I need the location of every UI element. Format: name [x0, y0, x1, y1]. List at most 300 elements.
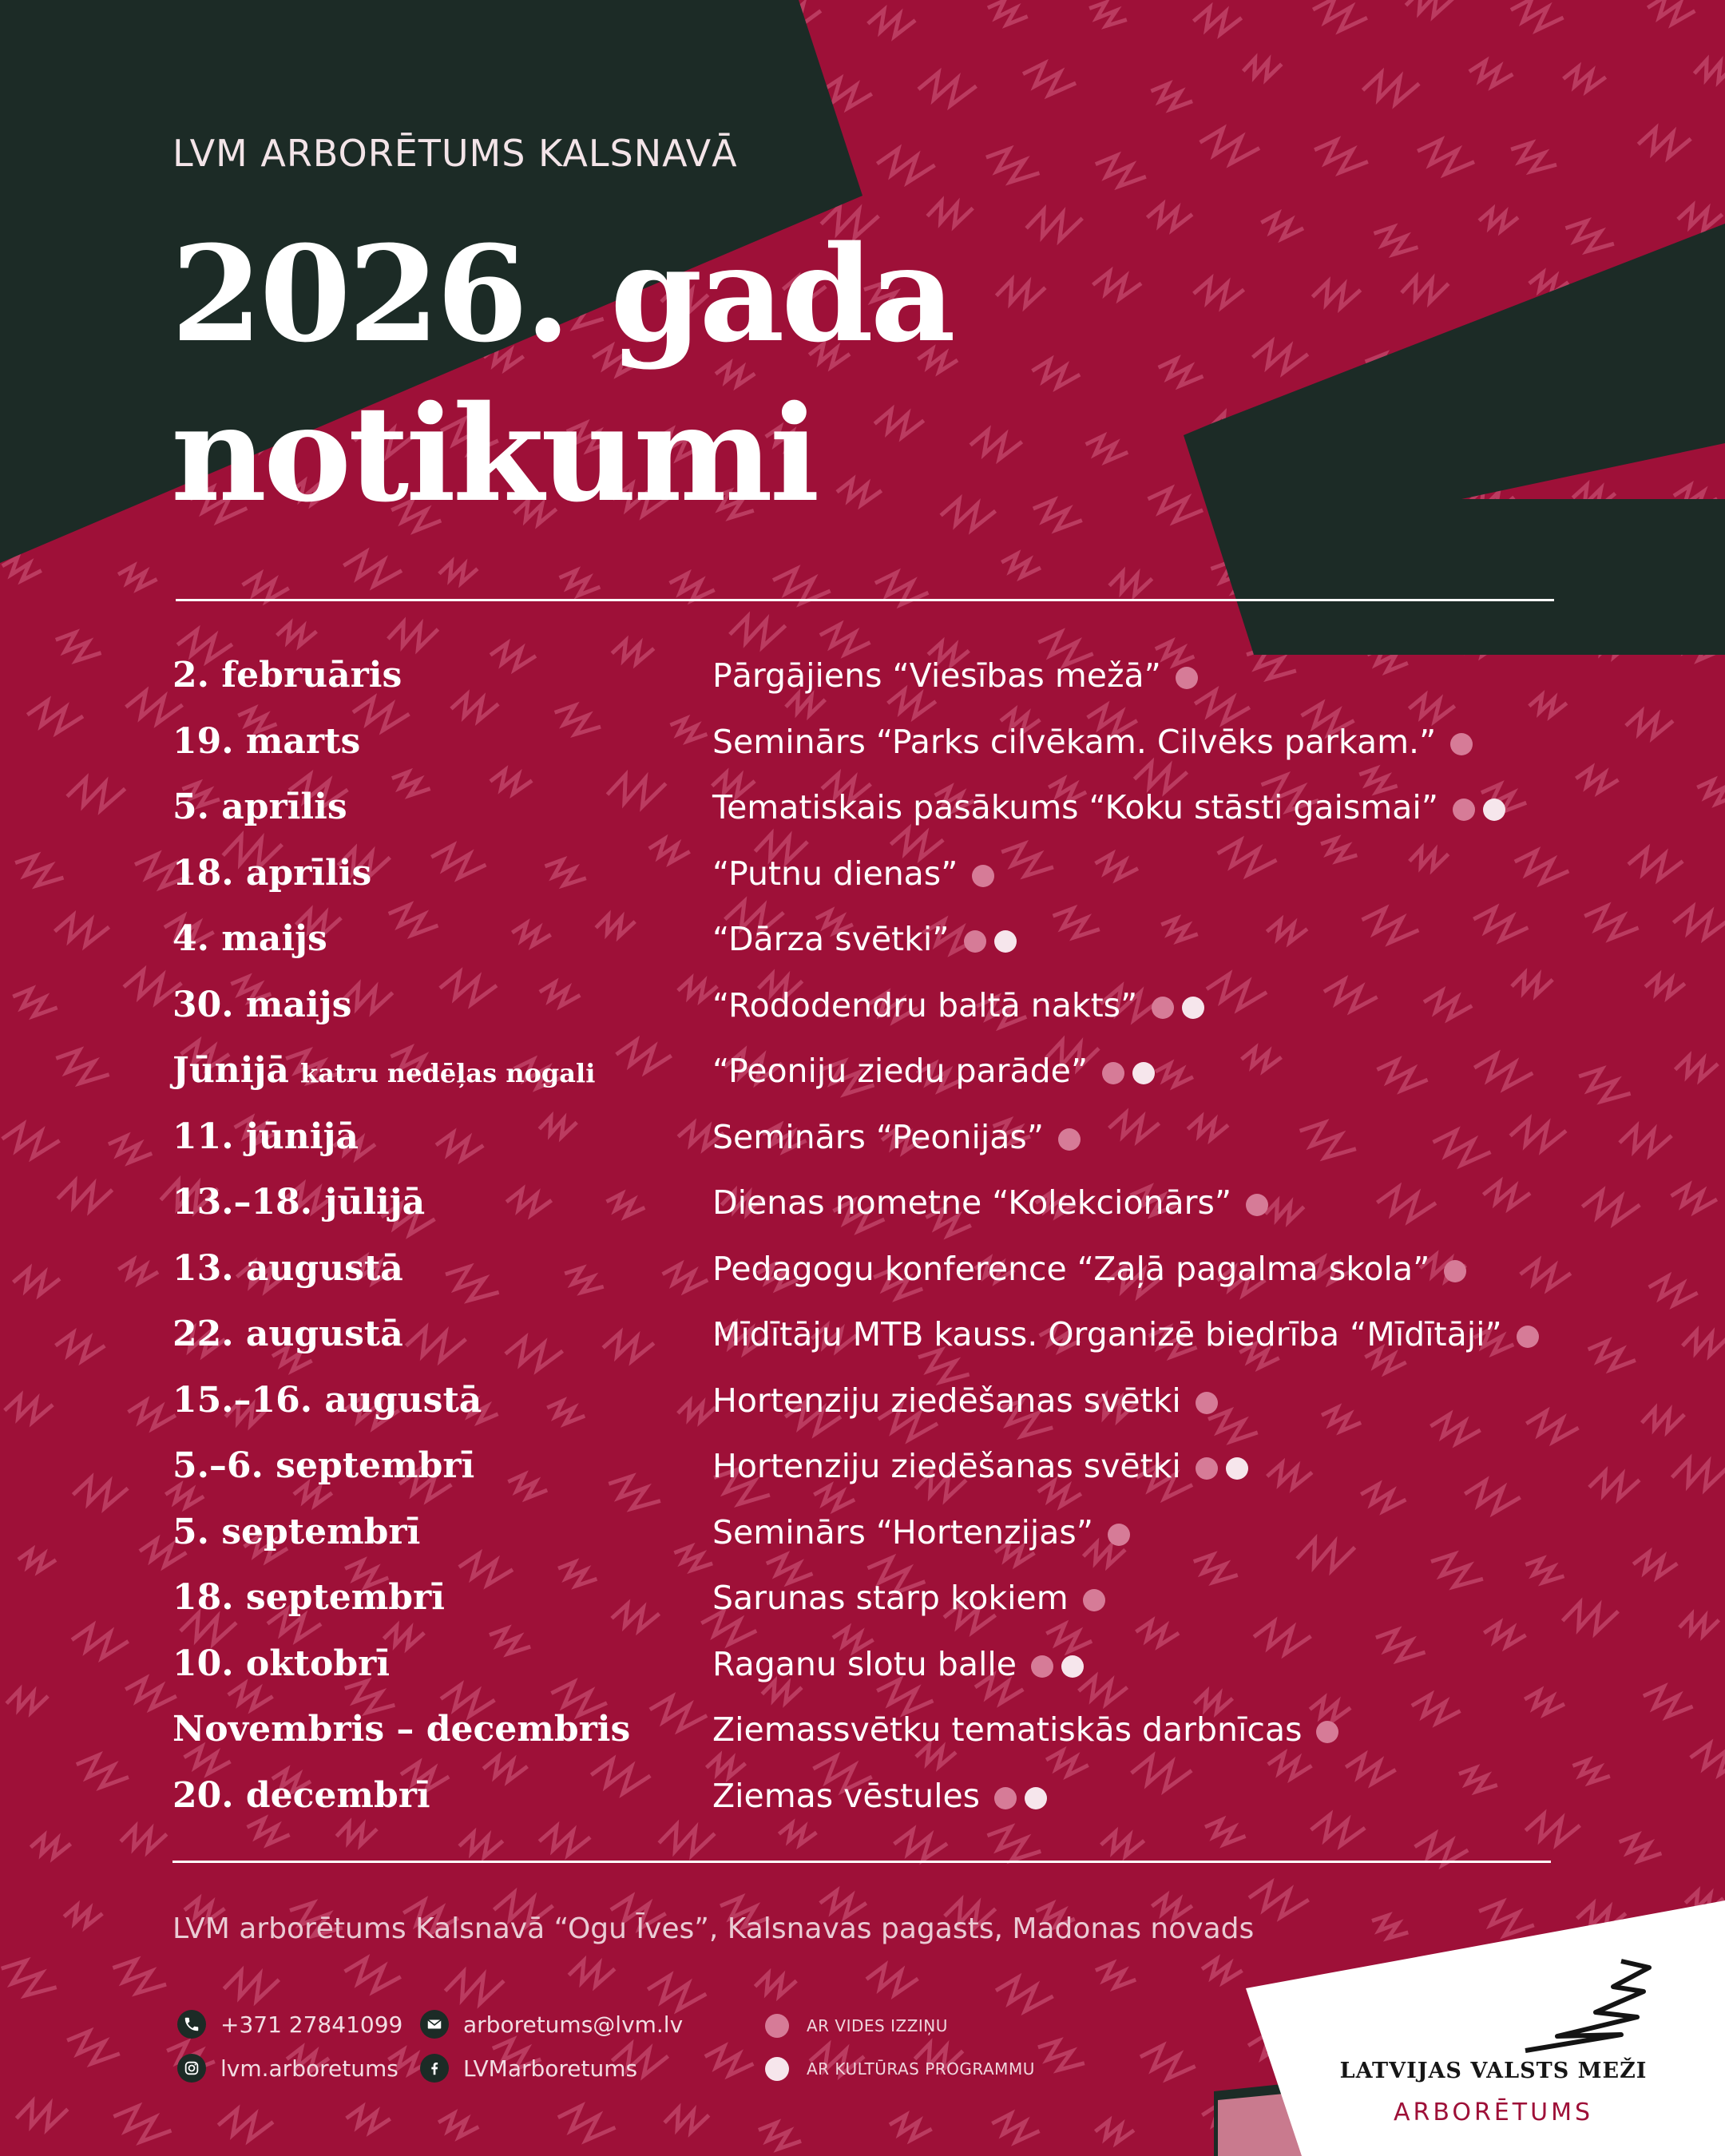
event-name-text: Pārgājiens “Viesības mežā”: [712, 656, 1161, 695]
event-name-text: “Peoniju ziedu parāde”: [712, 1052, 1089, 1090]
event-date: [172, 1380, 482, 1421]
zigzag-mark: [1186, 1112, 1230, 1143]
zigzag-mark: [985, 0, 1029, 27]
zigzag-mark: [995, 1977, 1053, 2012]
zigzag-mark: [506, 1187, 553, 1218]
event-date: [172, 1445, 474, 1486]
zigzag-mark: [243, 574, 289, 601]
culture-marker-dot: [994, 930, 1017, 953]
logo-name: LATVIJAS VALSTS MEŽI: [1339, 2059, 1648, 2083]
zigzag-mark: [1587, 1464, 1643, 1504]
event-name: [712, 1118, 1081, 1156]
zigzag-mark: [1001, 553, 1041, 578]
zigzag-mark: [128, 1401, 175, 1429]
zigzag-mark: [982, 145, 1043, 188]
zigzag-mark: [1403, 0, 1456, 22]
nature-marker-dot: [1316, 1721, 1338, 1743]
nature-marker-dot: [1246, 1194, 1268, 1216]
zigzag-mark: [1431, 1128, 1493, 1168]
event-date: [172, 1709, 630, 1750]
zigzag-mark: [14, 2094, 71, 2136]
event-name-text: “Rododendru baltā nakts”: [712, 986, 1138, 1024]
logo-subtitle: ARBORĒTUMS: [1393, 2099, 1594, 2126]
event-date: [172, 1512, 420, 1552]
nature-marker-dot: [964, 930, 986, 953]
zigzag-mark: [661, 1263, 708, 1293]
zigzag-mark: [873, 570, 930, 608]
phone-icon: [177, 2010, 206, 2039]
zigzag-mark: [55, 1173, 116, 1217]
nature-marker-dot: [1444, 1260, 1466, 1282]
zigzag-mark: [877, 147, 936, 183]
zigzag-mark: [1266, 1459, 1315, 1492]
zigzag-mark: [441, 1262, 503, 1307]
nature-marker-dot: [1102, 1062, 1124, 1084]
zigzag-mark: [344, 1958, 401, 1992]
zigzag-mark: [1086, 0, 1129, 30]
zigzag-mark: [1130, 1752, 1194, 1793]
zigzag-mark: [1372, 1626, 1429, 1667]
zigzag-mark: [1528, 692, 1568, 719]
zigzag-mark: [65, 771, 129, 816]
zigzag-mark: [1092, 152, 1148, 190]
phone-contact[interactable]: [177, 2010, 402, 2039]
zigzag-mark: [1360, 906, 1421, 946]
zigzag-mark: [1644, 971, 1686, 1000]
zigzag-mark: [1484, 1622, 1526, 1647]
nature-marker-dot: [1196, 1392, 1218, 1414]
zigzag-mark: [1671, 1185, 1716, 1212]
event-name-text: Hortenziju ziedēšanas svētki: [712, 1447, 1181, 1485]
zigzag-mark: [486, 1625, 533, 1659]
legend-nature-label: AR VIDES IZZIŅU: [807, 2016, 948, 2035]
zigzag-mark: [704, 2045, 755, 2078]
zigzag-mark: [672, 1544, 715, 1574]
zigzag-mark: [1523, 1556, 1567, 1587]
zigzag-mark: [1346, 1754, 1396, 1785]
zigzag-mark: [125, 1677, 177, 1710]
event-date-text: 5. aprīlis: [172, 787, 347, 827]
culture-marker-dot: [1061, 1655, 1084, 1678]
instagram-contact[interactable]: [177, 2054, 399, 2083]
mail-icon: [420, 2010, 449, 2039]
nature-marker-dot: [1108, 1524, 1130, 1546]
zigzag-mark: [70, 1472, 130, 1513]
zigzag-mark: [1641, 1684, 1695, 1720]
zigzag-mark: [1407, 842, 1451, 874]
zigzag-mark: [118, 1259, 158, 1282]
zigzag-mark: [1526, 1411, 1579, 1442]
zigzag-mark: [1093, 1960, 1138, 1991]
zigzag-mark: [490, 642, 536, 671]
zigzag-mark: [1049, 905, 1102, 942]
zigzag-mark: [10, 986, 60, 1021]
zigzag-mark: [1469, 61, 1513, 86]
zigzag-mark: [727, 608, 789, 653]
zigzag-mark: [605, 1192, 646, 1218]
zigzag-mark: [668, 716, 709, 745]
zigzag-mark: [648, 1976, 706, 2011]
zigzag-mark: [1192, 3, 1243, 38]
nature-marker-dot: [1083, 1589, 1105, 1611]
zigzag-mark: [1023, 201, 1086, 248]
event-date-text: 13. augustā: [172, 1248, 403, 1289]
zigzag-mark: [1576, 767, 1619, 793]
zigzag-mark: [1136, 1620, 1180, 1647]
zigzag-mark: [1524, 1809, 1583, 1849]
zigzag-mark: [2, 1390, 55, 1427]
zigzag-mark: [1267, 1752, 1312, 1779]
zigzag-mark: [1424, 990, 1472, 1019]
zigzag-mark: [1474, 1054, 1533, 1090]
zigzag-mark: [551, 701, 604, 739]
zigzag-mark: [1668, 1450, 1725, 1496]
zigzag-mark: [1295, 1117, 1361, 1164]
zigzag-mark: [4, 1683, 50, 1718]
zigzag-mark: [1509, 0, 1564, 32]
zigzag-mark: [1430, 1414, 1481, 1444]
zigzag-mark: [1636, 123, 1694, 162]
legend-culture-label: AR KULTŪRAS PROGRAMMU: [807, 2059, 1035, 2079]
zigzag-mark: [1139, 2043, 1197, 2082]
zigzag-mark: [993, 272, 1049, 312]
event-name-text: Raganu slotu balle: [712, 1645, 1017, 1683]
zigzag-mark: [778, 1821, 818, 1846]
zigzag-mark: [566, 1955, 617, 1991]
zigzag-mark: [1033, 2036, 1088, 2076]
zigzag-mark: [1021, 61, 1078, 98]
event-name: [712, 1447, 1248, 1485]
zigzag-mark: [1616, 1832, 1664, 1865]
zigzag-mark: [542, 856, 589, 890]
event-name-text: Ziemas vēstules: [712, 1777, 981, 1815]
event-date: [172, 918, 327, 959]
zigzag-mark: [561, 1264, 607, 1298]
page-title: [171, 214, 953, 533]
zigzag-mark: [346, 2105, 391, 2133]
zigzag-mark: [537, 1821, 593, 1859]
facebook-contact[interactable]: [420, 2054, 637, 2083]
event-date: [172, 1248, 403, 1289]
event-date-text: 20. decembrī: [172, 1775, 430, 1816]
zigzag-mark: [1084, 434, 1129, 464]
event-name: [712, 1710, 1338, 1749]
zigzag-mark: [662, 2102, 712, 2138]
event-name: [712, 656, 1198, 695]
zigzag-mark: [1673, 1051, 1720, 1084]
zigzag-mark: [1513, 849, 1570, 886]
event-date: [172, 655, 402, 696]
zigzag-mark: [221, 1963, 283, 2007]
zigzag-mark: [1562, 64, 1607, 93]
zigzag-mark: [969, 426, 1024, 462]
zigzag-mark: [1695, 778, 1725, 807]
zigzag-mark: [889, 2114, 932, 2141]
zigzag-mark: [1263, 1195, 1307, 1227]
nature-marker-dot: [972, 865, 994, 887]
nature-marker-dot: [1031, 1655, 1053, 1678]
zigzag-mark: [1360, 1484, 1406, 1512]
zigzag-mark: [1266, 917, 1309, 945]
event-name: [712, 986, 1204, 1024]
zigzag-mark: [1570, 1757, 1612, 1786]
zigzag-mark: [605, 1471, 664, 1515]
event-name: [712, 788, 1505, 826]
event-name-text: Ziemassvētku tematiskās darbnīcas: [712, 1710, 1303, 1749]
event-name-text: “Dārza svētki”: [712, 920, 950, 958]
zigzag-mark: [649, 838, 690, 862]
zigzag-mark: [390, 769, 433, 799]
zigzag-mark: [1030, 497, 1085, 533]
event-name: [712, 1513, 1130, 1552]
zigzag-mark: [64, 2027, 123, 2068]
event-date-text: 5.–6. septembrī: [172, 1445, 475, 1486]
zigzag-mark: [1240, 1045, 1283, 1073]
zigzag-mark: [1032, 359, 1080, 388]
event-date: [172, 1182, 425, 1223]
zigzag-mark: [1318, 835, 1359, 866]
event-name: [712, 1381, 1218, 1420]
facebook-handle: LVMarboretums: [463, 2055, 638, 2082]
event-name-text: Mīdītāju MTB kauss. Organizē biedrība “Mīdītāji”: [712, 1315, 1502, 1353]
nature-marker-dot: [1453, 799, 1475, 821]
zigzag-mark: [1632, 1550, 1679, 1579]
legend-nature-dot: [765, 2014, 789, 2038]
zigzag-mark: [1203, 1817, 1247, 1848]
zigzag-mark: [1482, 1179, 1532, 1211]
zigzag-mark: [109, 1955, 170, 1999]
zigzag-mark: [458, 1553, 513, 1586]
zigzag-mark: [1509, 967, 1555, 1000]
zigzag-mark: [813, 1485, 855, 1512]
tree-logo-icon: [1501, 1955, 1661, 2055]
zigzag-mark: [504, 1334, 565, 1373]
facebook-icon: [420, 2054, 449, 2083]
venue-subtitle: LVM ARBORĒTUMS KALSNAVĀ: [172, 132, 738, 175]
event-date-text: 18. aprīlis: [172, 853, 372, 894]
zigzag-mark: [1217, 839, 1278, 876]
event-date-text: Novembris – decembris: [172, 1709, 631, 1750]
zigzag-mark: [1581, 1187, 1642, 1227]
dark-green-band-right: [1174, 224, 1725, 671]
event-date-text: 4. maijs: [172, 918, 327, 959]
instagram-icon: [177, 2054, 206, 2083]
zigzag-mark: [1190, 1551, 1241, 1587]
event-date: [172, 1050, 595, 1091]
nature-marker-dot: [1176, 667, 1198, 689]
zigzag-mark: [12, 1265, 62, 1298]
zigzag-mark: [1617, 1120, 1675, 1160]
zigzag-mark: [1107, 1108, 1161, 1145]
zigzag-mark: [403, 1321, 469, 1366]
zigzag-mark: [1585, 1338, 1637, 1373]
culture-marker-dot: [1226, 1457, 1248, 1480]
culture-marker-dot: [1182, 997, 1204, 1019]
zigzag-mark: [438, 968, 498, 1007]
zigzag-mark: [610, 1599, 662, 1635]
bottom-divider: [172, 1861, 1551, 1863]
zigzag-mark: [1311, 0, 1368, 33]
zigzag-mark: [1411, 1694, 1461, 1724]
zigzag-mark: [11, 851, 67, 891]
zigzag-mark: [616, 1039, 672, 1073]
zigzag-mark: [438, 2113, 479, 2138]
zigzag-mark: [537, 1111, 580, 1141]
zigzag-mark: [1426, 1549, 1487, 1594]
zigzag-mark: [53, 628, 105, 665]
event-date-text: 13.–18. jūlijā: [172, 1182, 426, 1223]
zigzag-mark: [1519, 1258, 1572, 1291]
zigzag-mark: [604, 766, 670, 814]
zigzag-mark: [1582, 903, 1641, 943]
legend-nature: [765, 2014, 948, 2038]
zigzag-mark: [246, 1817, 291, 1846]
zigzag-mark: [1159, 916, 1200, 945]
zigzag-mark: [1639, 1401, 1687, 1437]
zigzag-mark: [1360, 66, 1422, 109]
zigzag-mark: [73, 1752, 132, 1792]
event-name: [712, 920, 1017, 958]
zigzag-mark: [1648, 0, 1695, 24]
zigzag-mark: [590, 1758, 651, 1795]
zigzag-mark: [430, 844, 487, 880]
event-date: [172, 985, 351, 1025]
event-date: [172, 1643, 390, 1684]
zigzag-mark: [753, 1968, 799, 2001]
zigzag-mark: [819, 623, 871, 656]
event-date: [172, 1116, 359, 1157]
zigzag-mark: [2, 1123, 60, 1159]
event-date: [172, 1775, 430, 1816]
top-divider: [176, 599, 1554, 601]
zigzag-mark: [556, 2103, 617, 2143]
zigzag-mark: [1560, 1595, 1622, 1640]
event-date: [172, 787, 347, 827]
zigzag-mark: [18, 1548, 56, 1572]
zigzag-mark: [1312, 137, 1370, 176]
zigzag-mark: [1408, 692, 1457, 723]
event-date-text: 10. oktobrī: [172, 1643, 391, 1684]
zigzag-mark: [1107, 565, 1155, 600]
culture-marker-dot: [1025, 1787, 1047, 1809]
zigzag-mark: [458, 1828, 506, 1861]
culture-marker-dot: [1483, 799, 1505, 821]
event-name: [712, 1315, 1539, 1353]
zigzag-mark: [1045, 1750, 1089, 1777]
zigzag-mark: [490, 767, 533, 795]
event-date: [172, 1577, 445, 1618]
zigzag-mark: [1376, 1185, 1437, 1223]
event-date-text: 15.–16. augustā: [172, 1380, 482, 1421]
zigzag-mark: [216, 2105, 275, 2144]
zigzag-mark: [1323, 979, 1378, 1012]
zigzag-mark: [1690, 1742, 1725, 1776]
zigzag-mark: [512, 922, 551, 945]
event-date: [172, 853, 371, 894]
zigzag-mark: [545, 1399, 587, 1427]
zigzag-mark: [1508, 1114, 1568, 1155]
zigzag-mark: [110, 2102, 174, 2146]
event-name: [712, 1579, 1105, 1617]
zigzag-mark: [482, 1753, 529, 1784]
zigzag-mark: [668, 573, 716, 603]
email-contact[interactable]: [420, 2010, 683, 2039]
zigzag-mark: [1310, 1811, 1366, 1848]
zigzag-mark: [386, 902, 441, 939]
zigzag-mark: [556, 1559, 600, 1589]
email-address: arboretums@lvm.lv: [463, 2011, 684, 2038]
phone-number: +371 27841099: [220, 2011, 403, 2038]
zigzag-mark: [1155, 1063, 1194, 1088]
nature-marker-dot: [1196, 1457, 1218, 1480]
zigzag-mark: [30, 1832, 73, 1861]
nature-marker-dot: [1450, 733, 1473, 755]
zigzag-mark: [506, 1472, 549, 1501]
zigzag-mark: [385, 614, 442, 656]
zigzag-mark: [1253, 1619, 1312, 1656]
zigzag-mark: [435, 1131, 484, 1161]
zigzag-mark: [118, 1820, 169, 1857]
zigzag-mark: [1677, 1608, 1722, 1641]
event-name-text: Sarunas starp kokiem: [712, 1579, 1069, 1617]
zigzag-mark: [540, 982, 581, 1006]
zigzag-mark: [656, 1817, 718, 1862]
zigzag-mark: [55, 1330, 106, 1362]
zigzag-mark: [106, 1134, 153, 1166]
zigzag-mark: [1627, 845, 1685, 883]
event-date-text: 19. marts: [172, 721, 361, 762]
zigzag-mark: [62, 1902, 104, 1930]
zigzag-mark: [1092, 268, 1143, 301]
event-date-text: 18. septembrī: [172, 1577, 445, 1618]
zigzag-mark: [27, 700, 84, 735]
zigzag-mark: [1100, 1828, 1147, 1860]
title-line-1: 2026. gada: [171, 216, 953, 371]
nature-marker-dot: [1517, 1326, 1539, 1348]
zigzag-mark: [0, 1955, 61, 2003]
zigzag-mark: [1200, 128, 1260, 164]
zigzag-mark: [1195, 691, 1250, 723]
zigzag-mark: [352, 696, 410, 731]
event-name: [712, 723, 1473, 761]
event-date-text: 5. septembrī: [172, 1512, 421, 1552]
zigzag-mark: [601, 1327, 656, 1365]
zigzag-mark: [1148, 81, 1195, 113]
event-date-text: 22. augustā: [172, 1314, 403, 1354]
zigzag-mark: [276, 620, 319, 649]
zigzag-mark: [990, 2112, 1041, 2144]
zigzag-mark: [1456, 1765, 1500, 1796]
address: LVM arborētums Kalsnavā “Ogu Īves”, Kalsnavas pagasts, Madonas novads: [172, 1912, 1255, 1945]
zigzag-mark: [997, 839, 1057, 882]
zigzag-mark: [1679, 1324, 1725, 1361]
zigzag-mark: [1524, 1690, 1564, 1715]
zigzag-mark: [1648, 1275, 1699, 1306]
event-name-text: Seminārs “Parks cilvēkam. Cilvēks parkam.”: [712, 723, 1437, 761]
event-date-text: Jūnijā: [172, 1050, 289, 1091]
event-name-text: Pedagogu konference “Zaļā pagalma skola”: [712, 1250, 1430, 1288]
event-name: [712, 854, 994, 893]
zigzag-mark: [917, 68, 978, 109]
zigzag-mark: [610, 636, 656, 668]
title-line-2: notikumi: [171, 376, 817, 531]
zigzag-mark: [71, 1624, 129, 1659]
zigzag-mark: [165, 1484, 204, 1508]
zigzag-mark: [334, 1817, 379, 1850]
event-name-text: Tematiskais pasākums “Koku stāsti gaismai”: [712, 788, 1438, 826]
zigzag-mark: [1241, 53, 1284, 85]
event-name-text: Dienas nometne “Kolekcionārs”: [712, 1183, 1232, 1222]
